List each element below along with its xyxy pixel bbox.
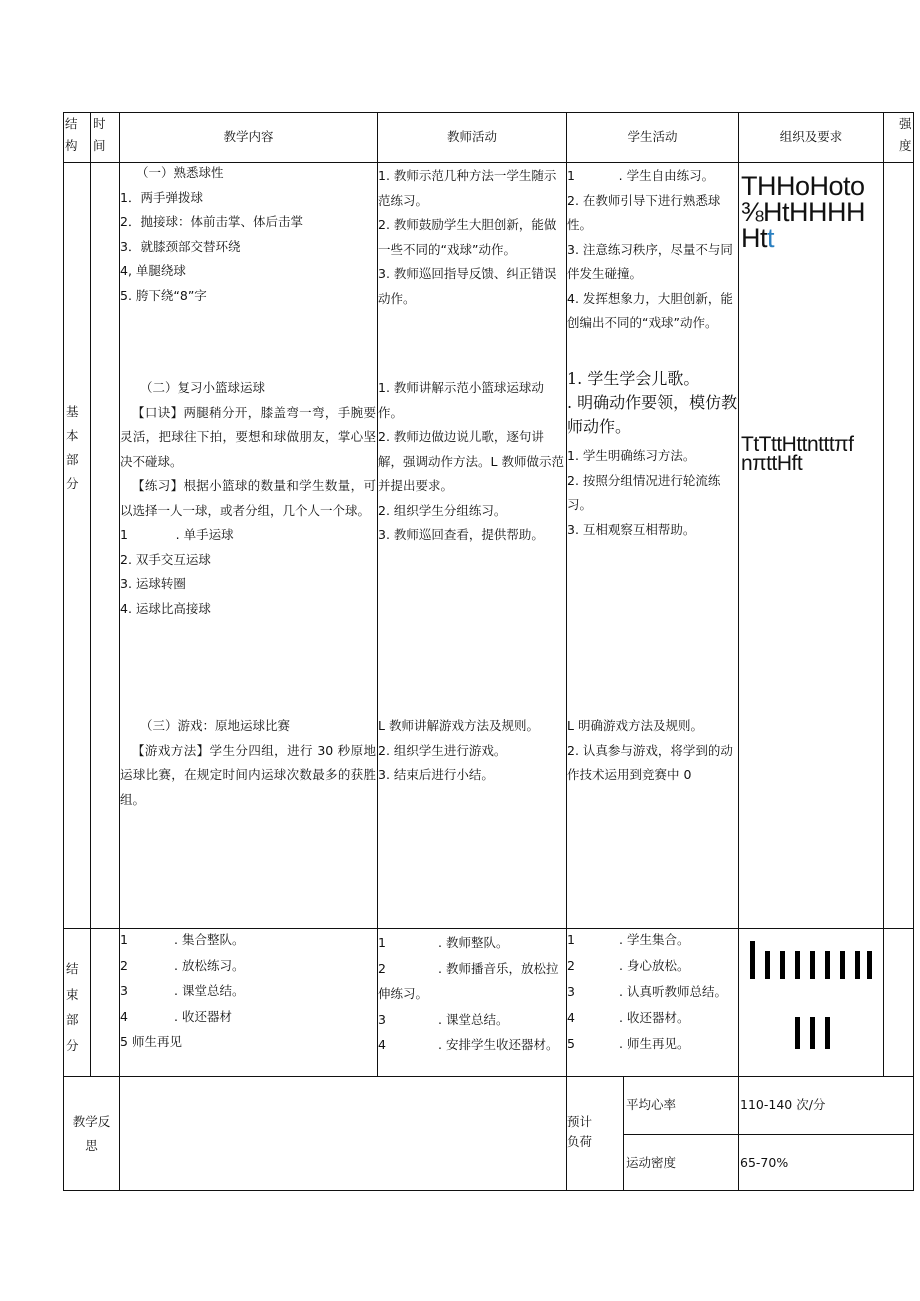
ending-student-item: 2 . 身心放松。: [567, 958, 690, 973]
student-line: 1. 学生学会儿歌。: [567, 369, 700, 388]
formation-bar: [750, 941, 755, 979]
content-line: 4. 运球比高接球: [120, 600, 211, 616]
header-structure: 结构: [65, 116, 78, 153]
teacher-block-3: [378, 714, 565, 788]
student-line: 3. 注意练习秩序，尽量不与同伴发生碰撞。: [567, 241, 733, 281]
ending-content-item: 3 . 课堂总结。: [120, 983, 245, 998]
student-line: 1. 学生明确练习方法。: [567, 448, 696, 463]
teacher-block-2: [378, 376, 565, 548]
header-student: 学生活动: [627, 129, 678, 145]
org-text: Htt: [741, 223, 775, 253]
teacher-line: 2. 教师鼓励学生大胆创新，能做一些不同的“戏球”动作。: [378, 217, 557, 257]
student-block-1: [567, 164, 738, 336]
ending-teacher: [378, 930, 565, 1058]
organization-diagram-2: [741, 435, 883, 473]
formation-bar: [795, 1017, 800, 1049]
density-label: 运动密度: [626, 1155, 677, 1170]
content-block-3: [120, 714, 376, 812]
ending-student-item: 3 . 认真听教师总结。: [567, 984, 727, 999]
student-line: 2. 在教师引导下进行熟悉球性。: [567, 192, 721, 232]
formation-bar: [810, 1017, 815, 1049]
teacher-line: 1. 教师示范几种方法一学生随示范练习。: [378, 168, 557, 208]
teacher-line: 3. 教师巡回查看，提供帮助。: [378, 527, 544, 542]
ending-teacher-item: 4 . 安排学生收还器材。: [378, 1037, 559, 1052]
ending-content-item: 2 . 放松练习。: [120, 957, 245, 973]
teacher-line: 3. 教师巡回指导反馈、纠正错误动作。: [378, 266, 557, 306]
content-line: 【练习】根据小篮球的数量和学生数量，可以选择一人一球，或者分组，几个人一个球。: [120, 478, 376, 518]
teacher-block-1: [378, 164, 565, 311]
formation-bar: [795, 951, 800, 979]
org-text: TtTttHttntttπf: [741, 433, 854, 456]
content-line: 1 . 单手运球: [120, 527, 234, 542]
content-line: 4, 单腿绕球: [120, 263, 186, 278]
org-text: THHoHoto: [741, 171, 865, 201]
formation-bar: [780, 951, 785, 979]
org-text: nπttHft: [741, 452, 803, 475]
content-line: 5. 胯下绕“8”字: [120, 287, 207, 303]
content-line: 【口诀】两腿稍分开，膝盖弯一弯，手腕要灵活，把球往下拍，要想和球做朋友，掌心坚决不碰球。: [120, 404, 376, 469]
ending-content-item: 4 . 收还器材: [120, 1008, 232, 1024]
formation-bar: [825, 951, 830, 979]
header-teacher: 教师活动: [446, 129, 497, 145]
organization-diagram-1: [741, 173, 883, 251]
content-block-1: [120, 161, 376, 308]
ending-student: [567, 927, 738, 1057]
header-time: 时间: [93, 116, 106, 153]
teacher-line: 2. 教师边做边说儿歌，逐句讲解，强调动作方法。L 教师做示范并提出要求。: [378, 429, 564, 493]
student-line: 4. 发挥想象力，大胆创新，能创编出不同的“戏球”动作。: [567, 290, 733, 330]
avg-hr-label: 平均心率: [626, 1097, 677, 1112]
header-content: 教学内容: [223, 129, 274, 145]
ending-teacher-item: 2 . 教师播音乐，放松拉伸练习。: [378, 960, 559, 1001]
ending-student-item: 4 . 收还器材。: [567, 1010, 690, 1025]
ending-teacher-item: 1 . 教师整队。: [378, 935, 509, 950]
student-block-2: [567, 367, 738, 439]
header-organization: 组织及要求: [779, 129, 843, 145]
content-line: （二）复习小篮球运球: [140, 380, 266, 395]
density-value: 65-70%: [740, 1155, 789, 1170]
student-line: . 明确动作要领，模仿教师动作。: [567, 393, 738, 436]
ending-formation-diagram: [739, 929, 883, 1076]
org-text: ⅜HtHHHH: [741, 197, 866, 227]
teacher-line: 2. 组织学生分组练习。: [378, 502, 507, 518]
ending-content-item: 1 . 集合整队。: [120, 932, 245, 947]
content-line: （一）熟悉球性: [136, 165, 224, 180]
teacher-line: 2. 组织学生进行游戏。: [378, 742, 507, 758]
ending-content-item: 5 师生再见: [120, 1034, 182, 1049]
reflection-label: 教学反思: [72, 1113, 111, 1153]
formation-bar: [765, 951, 770, 979]
student-line: 2. 认真参与游戏，将学到的动作技术运用到竞赛中 0: [567, 742, 733, 782]
teacher-line: 3. 结束后进行小结。: [378, 767, 494, 782]
student-line: L 明确游戏方法及规则。: [567, 718, 703, 733]
ending-content: [120, 927, 376, 1055]
ending-student-item: 1 . 学生集合。: [567, 932, 690, 947]
student-block-3: [567, 444, 738, 542]
teacher-line: 1. 教师讲解示范小篮球运球动作。: [378, 380, 544, 420]
student-line: 2. 按照分组情况进行轮流练习。: [567, 472, 721, 512]
content-line: 3．就膝颈部交替环绕: [120, 238, 241, 254]
content-line: 【游戏方法】学生分四组，进行 30 秒原地运球比赛，在规定时间内运球次数最多的获胜组。: [120, 742, 376, 807]
ending-section-label: 结束部分: [66, 961, 79, 1053]
student-line: 3. 互相观察互相帮助。: [567, 521, 696, 537]
teacher-line: L 教师讲解游戏方法及规则。: [378, 718, 539, 733]
formation-bar: [840, 951, 845, 979]
ending-student-item: 5 . 师生再见。: [567, 1036, 690, 1051]
student-block-4: [567, 714, 738, 788]
load-label: 预计负荷: [567, 1114, 593, 1149]
ending-teacher-item: 3 . 课堂总结。: [378, 1011, 509, 1027]
formation-bar: [810, 951, 815, 979]
content-line: 3. 运球转圈: [120, 576, 186, 591]
content-line: 2．抛接球：体前击掌、体后击掌: [120, 214, 303, 229]
formation-bar: [825, 1017, 830, 1049]
formation-bar: [855, 951, 860, 979]
content-line: 1．两手弹拨球: [120, 189, 203, 205]
basic-section-label: 基本部分: [66, 404, 79, 491]
student-line: 1 . 学生自由练习。: [567, 168, 715, 183]
avg-hr-value: 110-140 次/分: [740, 1097, 826, 1112]
header-intensity: 强度: [899, 116, 912, 153]
content-line: 2. 双手交互运球: [120, 551, 211, 567]
formation-bar: [867, 951, 872, 979]
content-block-2: [120, 376, 376, 621]
content-line: （三）游戏：原地运球比赛: [140, 718, 291, 733]
